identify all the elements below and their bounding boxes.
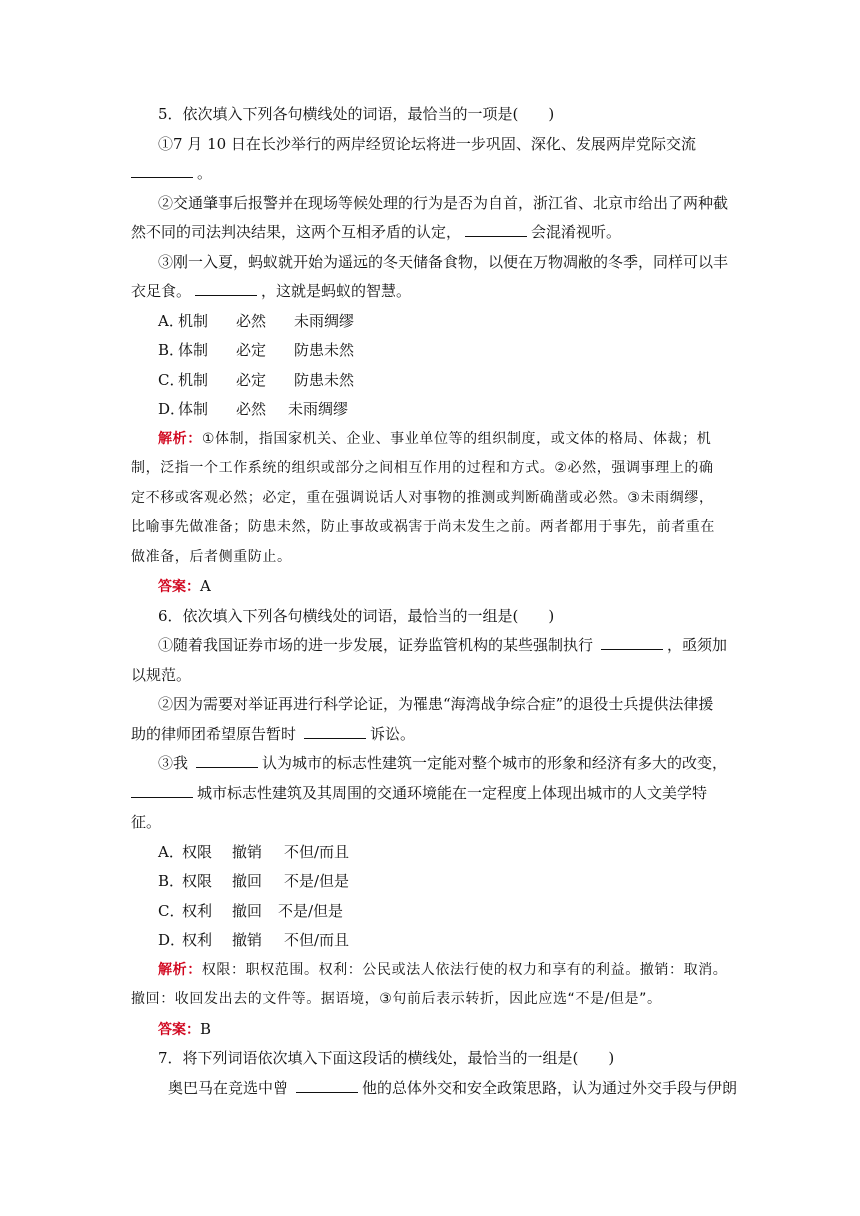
q6-sentence-2-line-1: ②因为需要对举证再进行科学论证，为罹患“海湾战争综合症”的退役士兵提供法律援 xyxy=(158,695,714,713)
q5-sentence-2-line-2: 然不同的司法判决结果，这两个互相矛盾的认定， 会混淆视听。 xyxy=(131,223,622,241)
q6-option-b: B．权限 撤回 不是/但是 xyxy=(158,872,350,890)
q5-analysis-line-4: 比喻事先做准备；防患未然，防止事故或祸害于尚未发生之前。两者都用于事先，前者重在 xyxy=(131,519,715,535)
q5-sentence-1-line-1: ①7 月 10 日在长沙举行的两岸经贸论坛将进一步巩固、深化、发展两岸党际交流 xyxy=(158,135,696,153)
analysis-label: 解析： xyxy=(158,431,202,447)
q5-option-a: A．机制 必然 未雨绸缪 xyxy=(158,312,355,330)
answer-label: 答案： xyxy=(158,579,200,595)
q5-sentence-3-line-1: ③刚一入夏，蚂蚁就开始为遥远的冬天储备食物，以便在万物凋敝的冬季，同样可以丰 xyxy=(158,253,729,271)
q5-analysis-line-5: 做准备，后者侧重防止。 xyxy=(131,549,292,565)
fill-blank xyxy=(465,222,527,237)
q6-option-d: D．权利 撤销 不但/而且 xyxy=(158,931,350,949)
q6-analysis-line-2: 撤回：收回发出去的文件等。据语境，③句前后表示转折，因此应选“不是/但是”。 xyxy=(131,991,662,1007)
q5-analysis-line-1: 解析：①体制，指国家机关、企业、事业单位等的组织制度，或文体的格局、体裁；机 xyxy=(158,431,712,447)
analysis-label: 解析： xyxy=(158,962,202,978)
q5-analysis-line-2: 制，泛指一个工作系统的组织或部分之间相互作用的过程和方式。②必然，强调事理上的确 xyxy=(131,460,714,476)
q6-option-a: A．权限 撤销 不但/而且 xyxy=(158,843,350,861)
fill-blank xyxy=(131,783,193,798)
q5-stem: 5．依次填入下列各句横线处的词语，最恰当的一项是( ) xyxy=(158,105,555,123)
q6-option-c: C．权利 撤回 不是/但是 xyxy=(158,902,344,920)
q5-sentence-2-line-1: ②交通肇事后报警并在现场等候处理的行为是否为自首，浙江省、北京市给出了两种截 xyxy=(158,194,729,212)
fill-blank xyxy=(601,635,663,650)
q6-stem: 6．依次填入下列各句横线处的词语，最恰当的一组是( ) xyxy=(158,607,555,625)
fill-blank xyxy=(296,1078,358,1093)
q5-option-d: D．体制 必然 未雨绸缪 xyxy=(158,400,349,418)
fill-blank xyxy=(131,163,193,178)
q7-paragraph-line-1: 奥巴马在竞选中曾 他的总体外交和安全政策思路，认为通过外交手段与伊朗 xyxy=(168,1079,738,1097)
answer-label: 答案： xyxy=(158,1022,200,1038)
q6-sentence-2-line-2: 助的律师团希望原告暂时 诉讼。 xyxy=(131,725,416,743)
q5-option-c: C．机制 必定 防患未然 xyxy=(158,371,355,389)
q5-sentence-3-line-2: 衣足食。 ，这就是蚂蚁的智慧。 xyxy=(131,282,412,300)
q5-analysis-line-3: 定不移或客观必然；必定，重在强调说话人对事物的推测或判断确凿或必然。③未雨绸缪， xyxy=(131,490,714,506)
q5-sentence-1-line-2: 。 xyxy=(131,163,212,183)
q6-answer: 答案：B xyxy=(158,1020,212,1038)
q6-sentence-1-line-2: 以规范。 xyxy=(131,666,192,684)
q5-option-b: B．体制 必定 防患未然 xyxy=(158,341,355,359)
q7-stem: 7．将下列词语依次填入下面这段话的横线处，最恰当的一组是( ) xyxy=(158,1049,615,1067)
q6-sentence-3-line-1: ③我 认为城市的标志性建筑一定能对整个城市的形象和经济有多大的改变， xyxy=(158,754,728,772)
q6-sentence-3-line-3: 征。 xyxy=(131,813,162,831)
fill-blank xyxy=(304,724,366,739)
fill-blank xyxy=(195,281,257,296)
q5-answer: 答案：A xyxy=(158,577,211,595)
q6-sentence-3-line-2: 城市标志性建筑及其周围的交通环境能在一定程度上体现出城市的人文美学特 xyxy=(131,783,707,803)
q6-sentence-1-line-1: ①随着我国证券市场的进一步发展，证券监管机构的某些强制执行 ，亟须加 xyxy=(158,636,728,654)
q6-analysis-line-1: 解析：权限：职权范围。权利：公民或法人依法行使的权力和享有的利益。撤销：取消。 xyxy=(158,962,728,978)
fill-blank xyxy=(196,753,258,768)
